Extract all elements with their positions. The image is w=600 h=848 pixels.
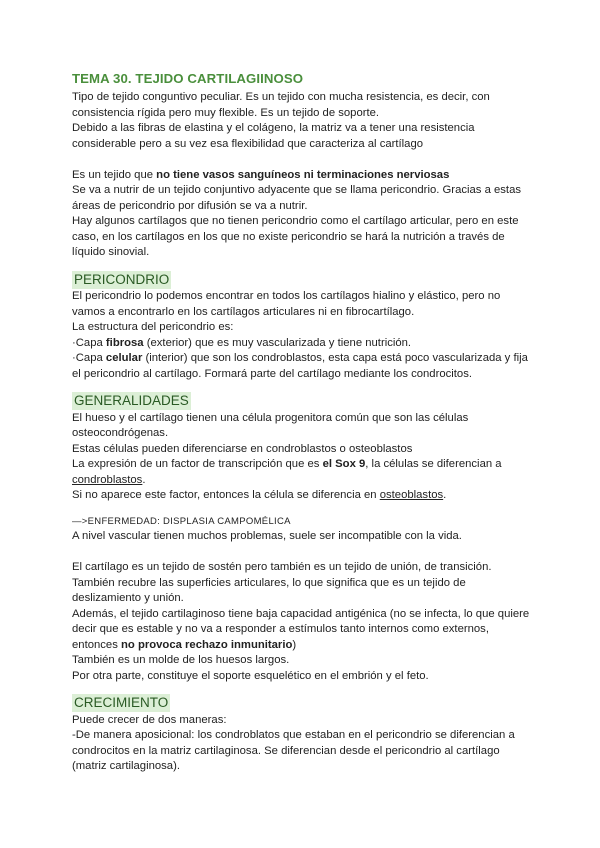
final-line: También es un molde de los huesos largos. — [72, 654, 290, 666]
final-line: Por otra parte, constituye el soporte esquelético en el embrión y el feto. — [72, 669, 429, 682]
enfermedad-line: —>ENFERMEDAD: DISPLASIA CAMPOMÉLICA — [72, 515, 291, 527]
capa-celular-cont: el pericondrio al cartílago. Formará parte del cartílago mediante los condrocitos. — [72, 367, 472, 380]
rechazo-line: entonces no provoca rechazo inmunitario) — [72, 638, 297, 651]
pericondrio-line: vamos a encontrarlo en los cartílagos articulares ni en fibrocartílago. — [72, 305, 415, 318]
vasos-line: Se va a nutrir de un tejido conjuntivo adyacente que se llama pericondrio. Gracias a estas — [72, 184, 521, 196]
sosten-line: decir que es estable y no va a responder a estímulos tanto internos como externos, — [72, 623, 489, 635]
sosten-line: El cartílago es un tejido de sostén pero también es un tejido de unión, de transición. — [72, 561, 492, 573]
crecimiento-line: Puede crecer de dos maneras: — [72, 713, 227, 726]
pericondrio-line: La estructura del pericondrio es: — [72, 321, 234, 333]
vasos-line: caso, en los cartílagos en los que no existe pericondrio se hará la nutrición a través de — [72, 230, 505, 243]
vasos-line: áreas de pericondrio por difusión se va a nutrir. — [72, 199, 308, 212]
pericondrio-line: El pericondrio lo podemos encontrar en todos los cartílagos hialino y elástico, pero no — [72, 290, 501, 302]
generalidades-line: El hueso y el cartílago tienen una célula progenitora común que son las células — [72, 411, 469, 424]
generalidades-line: Estas células pueden diferenciarse en condroblastos o osteoblastos — [72, 442, 413, 455]
capa-celular: ·Capa celular (interior) que son los condroblastos, esta capa está poco vascularizada y fija — [72, 352, 528, 364]
sosten-line: deslizamiento y unión. — [72, 592, 184, 604]
page-title: TEMA 30. TEJIDO CARTILAGIINOSO — [72, 71, 304, 86]
crecimiento-line: -De manera aposicional: los condroblatos que estaban en el pericondrio se diferencian a — [72, 729, 515, 741]
crecimiento-line: condrocitos en la matriz cartilaginosa. Se diferencian desde el pericondrio al cartílago — [72, 744, 500, 757]
sosten-line: También recubre las superficies articulares, lo que significa que es un tejido de — [72, 576, 466, 589]
intro-line: Debido a las fibras de elastina y el colágeno, la matriz va a tener una resistencia — [72, 122, 475, 134]
heading-crecimiento: CRECIMIENTO — [74, 695, 169, 710]
vasos-paragraph: Es un tejido que no tiene vasos sanguíneos ni terminaciones nerviosas — [72, 168, 450, 181]
intro-line: considerable pero a su vez esa flexibilidad que caracteriza al cartílago — [72, 137, 424, 150]
intro-line: consistencia rígida pero muy flexible. Es un tejido de soporte. — [72, 106, 380, 119]
generalidades-line: osteocondrógenas. — [72, 427, 169, 439]
sox9-line-cont: condroblastos. — [72, 473, 146, 486]
capa-fibrosa: ·Capa fibrosa (exterior) que es muy vascularizada y tiene nutrición. — [72, 336, 412, 349]
heading-generalidades: GENERALIDADES — [74, 393, 189, 408]
vascular-line: A nivel vascular tienen muchos problemas, suele ser incompatible con la vida. — [72, 530, 462, 542]
sosten-line: Además, el tejido cartilaginoso tiene baja capacidad antigénica (no se infecta, lo que quiere — [72, 607, 530, 620]
vasos-line: Hay algunos cartílagos que no tienen pericondrio como el cartílago articular, pero en este — [72, 215, 519, 227]
crecimiento-line: (matriz cartilaginosa). — [72, 760, 180, 772]
sox9-line: La expresión de un factor de transcripción que es el Sox 9, la células se diferencian a — [72, 458, 502, 470]
document-page — [72, 70, 542, 775]
intro-line: Tipo de tejido conguntivo peculiar. Es un tejido con mucha resistencia, es decir, con — [72, 91, 490, 103]
vasos-line: líquido sinovial. — [72, 246, 150, 258]
vasos-bold: no tiene vasos sanguíneos ni terminaciones nerviosas — [156, 168, 450, 181]
osteoblastos-line: Si no aparece este factor, entonces la célula se diferencia en osteoblastos. — [72, 489, 447, 501]
heading-pericondrio: PERICONDRIO — [74, 271, 170, 287]
